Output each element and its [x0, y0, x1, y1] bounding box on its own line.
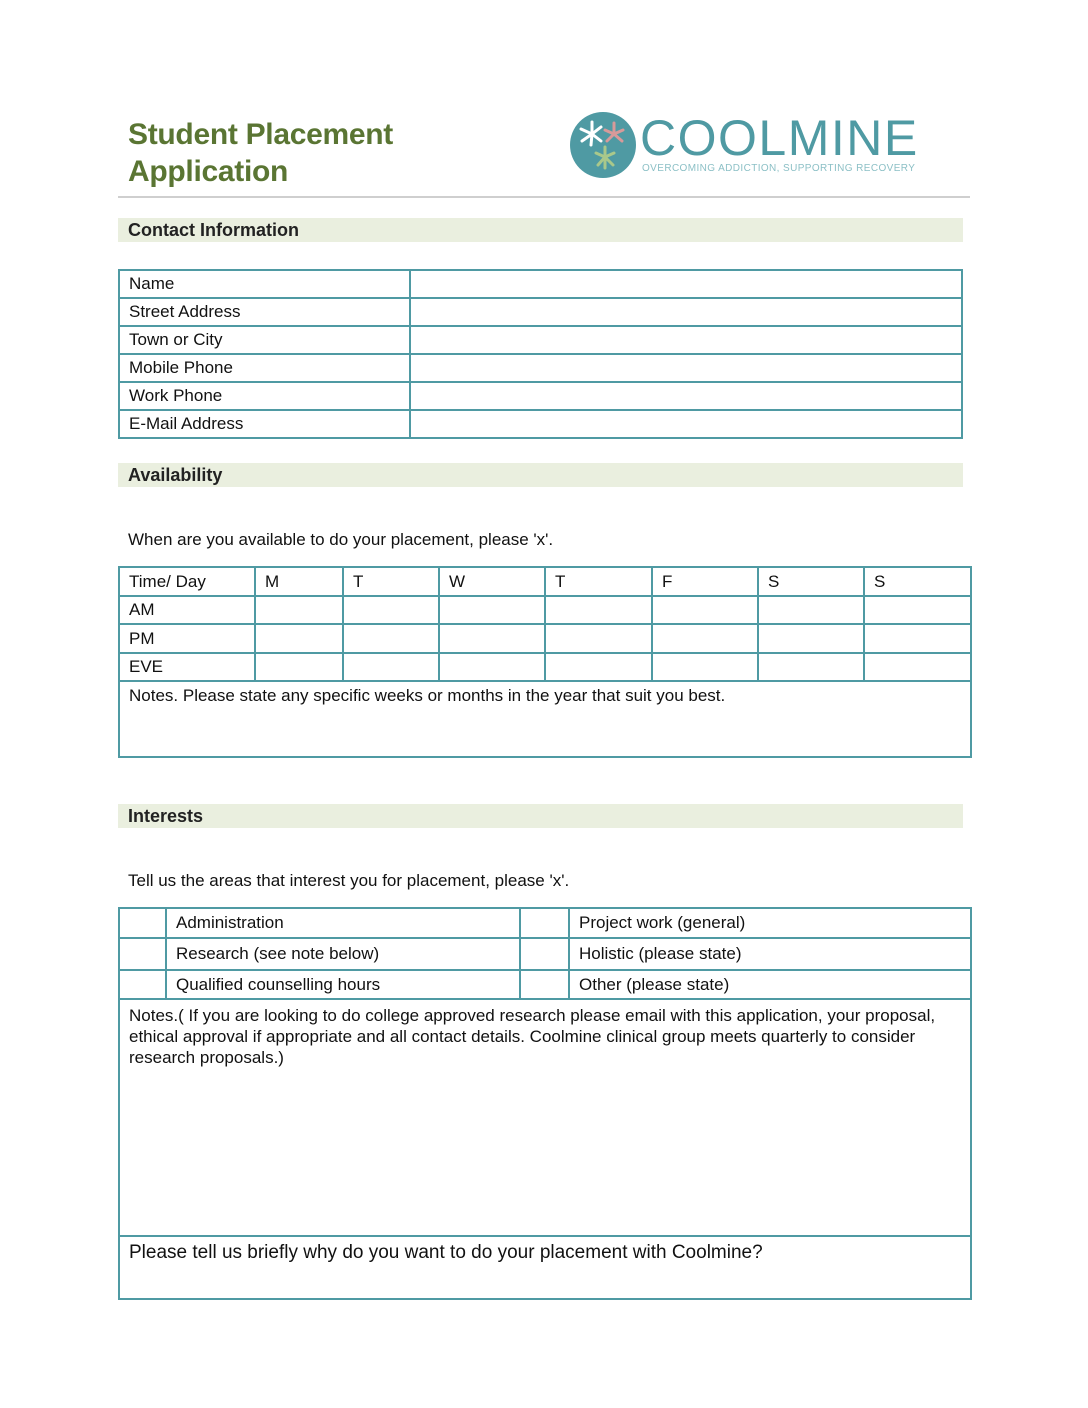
availability-header-row: [119, 567, 971, 596]
interest-label: Qualified counselling hours: [166, 970, 520, 999]
contact-row-work: [119, 382, 962, 410]
column-header: S: [864, 567, 971, 596]
field-label: Street Address: [119, 298, 410, 326]
availability-cell[interactable]: [758, 653, 864, 681]
title-line-2: Application: [128, 155, 289, 188]
availability-notes-field[interactable]: [119, 681, 971, 757]
availability-cell[interactable]: [255, 596, 343, 624]
column-header: F: [652, 567, 758, 596]
contact-row-street: [119, 298, 962, 326]
logo-wordmark: COOLMINE: [640, 110, 919, 166]
availability-cell[interactable]: [864, 624, 971, 653]
research-notes-field[interactable]: [119, 999, 971, 1236]
availability-cell[interactable]: [343, 653, 439, 681]
title-line-1: Student Placement: [128, 118, 393, 151]
why-coolmine-question: Please tell us briefly why do you want to do your placement with Coolmine?: [129, 1242, 763, 1263]
research-notes-label: Notes.( If you are looking to do college approved research please email with this application, your proposal, ethical approval if appropriate and all contact details. Coolmine clinical group meets quarterly to consider research proposals.): [129, 1006, 936, 1067]
name-input[interactable]: [410, 270, 962, 298]
availability-cell[interactable]: [343, 624, 439, 653]
availability-row-eve: [119, 653, 971, 681]
column-header: W: [439, 567, 545, 596]
page-title: [128, 116, 393, 190]
availability-cell[interactable]: [545, 653, 652, 681]
holistic-checkbox[interactable]: [520, 938, 569, 970]
counselling-hours-checkbox[interactable]: [119, 970, 166, 999]
interests-row: [119, 970, 971, 999]
interest-label: Research (see note below): [166, 938, 520, 970]
row-label: EVE: [119, 653, 255, 681]
availability-row-pm: [119, 624, 971, 653]
why-coolmine-field[interactable]: [119, 1236, 971, 1299]
field-label: E-Mail Address: [119, 410, 410, 438]
section-heading-label: Contact Information: [128, 220, 299, 240]
availability-cell[interactable]: [864, 653, 971, 681]
section-heading-contact: [118, 218, 963, 242]
logo-tagline: OVERCOMING ADDICTION, SUPPORTING RECOVERY: [642, 163, 916, 174]
interests-row: [119, 938, 971, 970]
contact-row-name: [119, 270, 962, 298]
availability-cell[interactable]: [652, 624, 758, 653]
column-header: Time/ Day: [119, 567, 255, 596]
interest-label: Administration: [166, 908, 520, 938]
availability-cell[interactable]: [758, 596, 864, 624]
interest-label: Project work (general): [569, 908, 971, 938]
street-address-input[interactable]: [410, 298, 962, 326]
availability-cell[interactable]: [864, 596, 971, 624]
availability-cell[interactable]: [439, 653, 545, 681]
contact-row-email: [119, 410, 962, 438]
email-input[interactable]: [410, 410, 962, 438]
availability-row-am: [119, 596, 971, 624]
contact-row-mobile: [119, 354, 962, 382]
row-label: PM: [119, 624, 255, 653]
header-divider: [118, 196, 970, 198]
section-heading-label: Availability: [128, 465, 223, 485]
interests-row: [119, 908, 971, 938]
interest-label: Holistic (please state): [569, 938, 971, 970]
other-checkbox[interactable]: [520, 970, 569, 999]
field-label: Mobile Phone: [119, 354, 410, 382]
availability-notes-row: [119, 681, 971, 757]
availability-cell[interactable]: [439, 596, 545, 624]
interest-label: Other (please state): [569, 970, 971, 999]
administration-checkbox[interactable]: [119, 908, 166, 938]
availability-cell[interactable]: [652, 596, 758, 624]
research-checkbox[interactable]: [119, 938, 166, 970]
column-header: T: [545, 567, 652, 596]
coolmine-logo: [568, 108, 952, 182]
section-heading-interests: [118, 804, 963, 828]
column-header: M: [255, 567, 343, 596]
availability-cell[interactable]: [545, 624, 652, 653]
availability-cell[interactable]: [652, 653, 758, 681]
availability-cell[interactable]: [255, 653, 343, 681]
work-phone-input[interactable]: [410, 382, 962, 410]
availability-cell[interactable]: [343, 596, 439, 624]
field-label: Work Phone: [119, 382, 410, 410]
row-label: AM: [119, 596, 255, 624]
contact-table: [118, 269, 963, 439]
town-city-input[interactable]: [410, 326, 962, 354]
availability-table: [118, 566, 972, 758]
field-label: Town or City: [119, 326, 410, 354]
availability-notes-label: Notes. Please state any specific weeks or months in the year that suit you best.: [129, 686, 726, 705]
column-header: S: [758, 567, 864, 596]
section-heading-label: Interests: [128, 806, 204, 826]
mobile-phone-input[interactable]: [410, 354, 962, 382]
interests-table: [118, 907, 972, 1300]
interests-notes-row: [119, 999, 971, 1236]
availability-cell[interactable]: [439, 624, 545, 653]
why-coolmine-row: [119, 1236, 971, 1299]
section-heading-availability: [118, 463, 963, 487]
field-label: Name: [119, 270, 410, 298]
project-work-checkbox[interactable]: [520, 908, 569, 938]
availability-cell[interactable]: [255, 624, 343, 653]
availability-instruction: When are you available to do your placement, please 'x'.: [128, 530, 554, 549]
flower-logo-icon: [568, 110, 638, 180]
column-header: T: [343, 567, 439, 596]
availability-cell[interactable]: [758, 624, 864, 653]
interests-instruction: Tell us the areas that interest you for placement, please 'x'.: [128, 871, 570, 890]
contact-row-town: [119, 326, 962, 354]
availability-cell[interactable]: [545, 596, 652, 624]
